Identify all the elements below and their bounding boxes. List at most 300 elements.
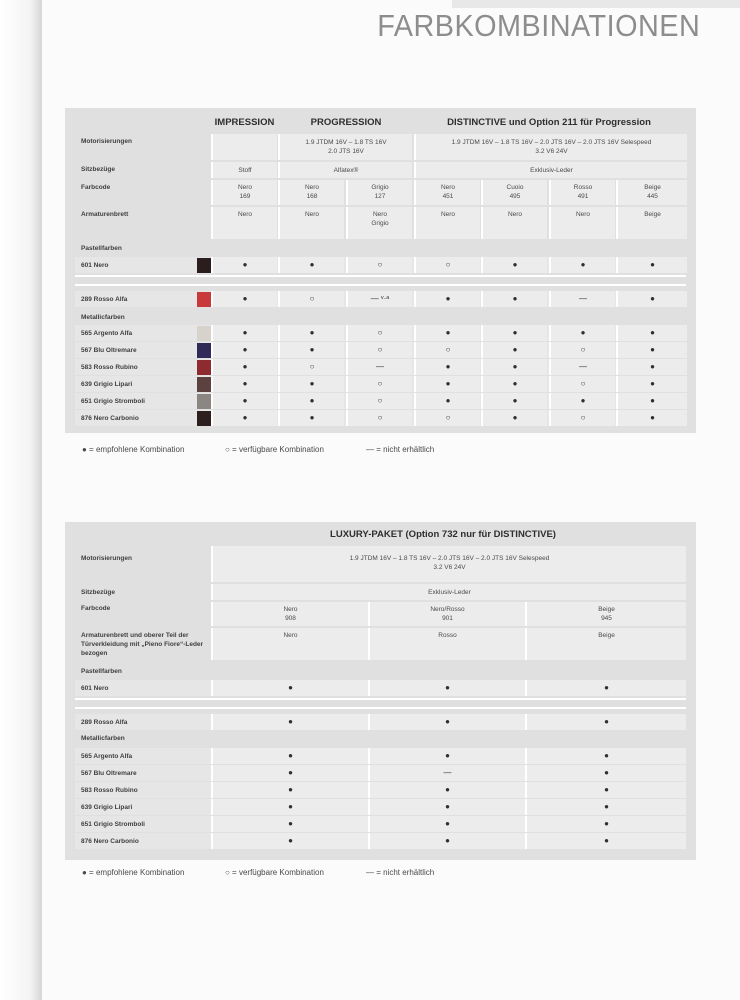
cell-farbcode-0: [211, 180, 277, 205]
color-label: 565 Argento Alfa: [81, 753, 133, 760]
seat-distinctive: Exklusiv-Leder: [530, 167, 573, 174]
combination-mark: ●: [288, 785, 293, 794]
combination-mark: ●: [650, 362, 655, 371]
label-seat: Sitzbezüge: [81, 166, 115, 173]
mark-cell: [346, 393, 412, 409]
label-dash-l3: bezogen: [81, 650, 108, 657]
label-motor: Motorisierungen: [81, 555, 132, 562]
combination-mark: ●: [242, 260, 248, 269]
mark-cell: [346, 359, 412, 375]
combination-mark: ●: [309, 328, 315, 337]
color-row: [75, 291, 686, 307]
mark-cell: [211, 257, 277, 273]
dash-value: Nero: [440, 211, 456, 218]
mark-cell: [481, 325, 547, 341]
farbcode-name: Nero: [304, 184, 320, 191]
color-label: 583 Rosso Rubino: [81, 787, 138, 794]
label-dash-l2: Türverkleidung mit „Pieno Fiore“-Leder: [81, 641, 204, 648]
header-distinctive: DISTINCTIVE und Option 211 für Progression: [447, 117, 651, 128]
combination-mark: ●: [512, 328, 518, 337]
mark-cell: [525, 782, 686, 798]
combination-mark: ●: [309, 379, 315, 388]
combination-mark: ●: [242, 413, 248, 422]
combination-mark: ●: [512, 294, 518, 303]
mark-cell: [368, 782, 525, 798]
row-spacer: [75, 284, 686, 286]
combination-mark: ○: [377, 328, 383, 337]
mark-cell: [346, 325, 412, 341]
combination-mark: ●: [445, 396, 451, 405]
mark-cell: [525, 680, 686, 696]
color-row: [75, 410, 686, 426]
combination-mark: ●: [650, 294, 655, 303]
cell-seat: [211, 584, 686, 600]
mark-cell: [525, 799, 686, 815]
mark-cell: [346, 376, 412, 392]
combination-mark: ○: [445, 413, 451, 422]
section-pastell: Pastellfarben: [81, 668, 122, 675]
mark-cell: [368, 714, 525, 730]
mark-cell: [211, 816, 368, 832]
mark-cell: [414, 376, 480, 392]
mark-cell: [616, 325, 687, 341]
mark-cell: [549, 342, 615, 358]
dash-value: Nero: [237, 211, 253, 218]
color-row: [75, 393, 686, 409]
mark-cell: [211, 410, 277, 426]
combination-mark: ○: [377, 260, 383, 269]
combination-mark: ●: [309, 413, 315, 422]
cell-seat-progression: [278, 162, 412, 178]
mark-cell: [525, 833, 686, 849]
mark-cell: [211, 393, 277, 409]
combination-mark: ○: [309, 294, 315, 303]
combination-mark: ●: [512, 379, 518, 388]
seat-impression: Stoff: [238, 167, 252, 174]
motor-progression-l1: 1.9 JTDM 16V – 1.8 TS 16V: [305, 139, 387, 146]
mark-cell: [211, 748, 368, 764]
combination-mark: ●: [512, 413, 518, 422]
cell-farbcode-1: [278, 180, 344, 205]
mark-cell: [211, 714, 368, 730]
cell-motor-progression: [278, 134, 412, 160]
combination-mark: ●: [242, 362, 248, 371]
mark-cell: [616, 291, 687, 307]
section-pastell: Pastellfarben: [81, 245, 122, 252]
combination-mark: ●: [242, 379, 248, 388]
combination-mark: ●: [288, 802, 293, 811]
dash-value: Nero: [304, 211, 320, 218]
label-farbcode: Farbcode: [81, 605, 111, 612]
color-row: [75, 376, 686, 392]
combination-mark: ●: [445, 751, 450, 760]
mark-cell: [278, 291, 344, 307]
cell-motor-impression: [211, 134, 277, 160]
label-seat: Sitzbezüge: [81, 589, 115, 596]
seat-progression: Alfatex®: [333, 167, 359, 174]
mark-cell: [211, 291, 277, 307]
legend-recommended-1: ● = empfohlene Kombination: [82, 445, 185, 454]
mark-cell: [481, 410, 547, 426]
combination-mark: ●: [309, 260, 315, 269]
combination-mark: ●: [242, 294, 248, 303]
cell-farbcode-2: [346, 180, 412, 205]
combination-mark: —: [443, 768, 452, 777]
combination-mark: ○: [309, 362, 315, 371]
combination-mark: ●: [512, 362, 518, 371]
page-title: FARBKOMBINATIONEN: [377, 8, 700, 43]
row-farbcode: [75, 180, 686, 205]
cell-seat-distinctive: [414, 162, 687, 178]
combination-mark: ○: [580, 345, 586, 354]
cell-dash-2: [525, 628, 686, 660]
combination-mark: ●: [604, 819, 609, 828]
mark-cell: [414, 393, 480, 409]
mark-cell: [616, 257, 687, 273]
color-row: [75, 680, 686, 696]
page-gutter: [0, 0, 42, 1000]
dash-value: Nero Grigio: [371, 211, 389, 227]
cell-farbcode-2: [525, 602, 686, 626]
farbcode-name: Rosso: [573, 184, 593, 191]
motor-progression-l2: 2.0 JTS 16V: [328, 148, 364, 155]
combination-mark: ●: [650, 328, 655, 337]
row-spacer: [75, 698, 686, 700]
seat-value: Exklusiv-Leder: [428, 589, 471, 596]
mark-cell: [549, 376, 615, 392]
mark-cell: [278, 393, 344, 409]
color-label: 651 Grigio Stromboli: [81, 821, 145, 828]
color-label: 565 Argento Alfa: [81, 330, 133, 337]
farbcode-name: Nero/Rosso: [430, 606, 465, 613]
combination-mark: ●: [604, 836, 609, 845]
mark-cell: [278, 325, 344, 341]
color-label: 876 Nero Carbonio: [81, 415, 139, 422]
combination-mark: ●: [580, 260, 586, 269]
farbcode-code: 169: [239, 193, 251, 200]
farbcode-code: 451: [442, 193, 454, 200]
cell-farbcode-0: [211, 602, 368, 626]
mark-cell: [211, 799, 368, 815]
mark-cell: [549, 410, 615, 426]
header-progression: PROGRESSION: [310, 117, 382, 128]
color-row: [75, 748, 686, 764]
combination-mark: ●: [604, 751, 609, 760]
mark-cell: [481, 342, 547, 358]
combination-mark: ●: [288, 768, 293, 777]
dash-value: Nero: [283, 632, 298, 639]
combination-mark: ○: [580, 413, 586, 422]
mark-cell: [368, 799, 525, 815]
label-farbcode: Farbcode: [81, 184, 111, 191]
farbcode-code: 491: [577, 193, 589, 200]
combination-mark: ●: [604, 717, 609, 726]
mark-cell: [211, 325, 277, 341]
motor-distinctive-l1: 1.9 JTDM 16V – 1.8 TS 16V – 2.0 JTS 16V – 2.0 JTS 16V Selespeed: [451, 139, 652, 146]
color-label: 601 Nero: [81, 262, 109, 269]
mark-cell: [278, 376, 344, 392]
row-section-metallic: [75, 731, 686, 745]
farbcode-code: 945: [601, 615, 612, 622]
header-luxury: LUXURY-PAKET (Option 732 nur für DISTINCTIVE): [330, 529, 556, 540]
row-dash: [75, 628, 686, 660]
combination-mark: ●: [604, 768, 609, 777]
farbcode-name: Nero: [440, 184, 456, 191]
color-row: [75, 342, 686, 358]
cell-dash-2: [346, 207, 412, 239]
cell-dash-5: [549, 207, 615, 239]
farbcode-code: 445: [647, 193, 658, 200]
mark-cell: [346, 257, 412, 273]
color-row: [75, 833, 686, 849]
combination-mark: —: [376, 362, 384, 371]
cell-dash-1: [278, 207, 344, 239]
row-spacer: [75, 707, 686, 709]
combination-mark: —: [579, 362, 587, 371]
cell-farbcode-6: [616, 180, 687, 205]
color-row: [75, 257, 686, 273]
combination-mark: ●: [309, 396, 315, 405]
farbcode-name: Beige: [644, 184, 661, 191]
mark-cell: [278, 342, 344, 358]
mark-cell: [346, 291, 412, 307]
mark-cell: [414, 325, 480, 341]
combination-mark: ○: [377, 345, 383, 354]
farbcode-name: Cuoio: [506, 184, 524, 191]
row-farbcode: [75, 602, 686, 626]
color-label: 639 Grigio Lipari: [81, 804, 133, 811]
combination-mark: ●: [242, 328, 248, 337]
combination-mark: ●: [288, 836, 293, 845]
cell-dash-4: [481, 207, 547, 239]
mark-cell: [616, 376, 687, 392]
combination-mark: ●: [445, 362, 451, 371]
row-motor: [75, 134, 686, 160]
combination-mark: ●: [580, 328, 586, 337]
motor-l1: 1.9 JTDM 16V – 1.8 TS 16V – 2.0 JTS 16V – 2.0 JTS 16V Selespeed: [349, 555, 550, 562]
farbcode-name: Nero: [237, 184, 253, 191]
color-row: [75, 765, 686, 781]
legend-available-2: ○ = verfügbare Kombination: [225, 868, 324, 877]
combination-mark: ●: [445, 802, 450, 811]
row-seat: [75, 162, 686, 178]
row-section-metallic: [75, 310, 686, 324]
farbcode-code: 127: [374, 193, 386, 200]
mark-cell: [211, 359, 277, 375]
row-seat: [75, 584, 686, 600]
combination-mark: ●: [242, 396, 248, 405]
color-label: 876 Nero Carbonio: [81, 838, 139, 845]
mark-cell: [278, 410, 344, 426]
combination-mark: — ᵛ·ᵃ: [370, 294, 390, 303]
cell-farbcode-1: [368, 602, 525, 626]
farbcode-code: 495: [509, 193, 521, 200]
color-label: 583 Rosso Rubino: [81, 364, 138, 371]
legend-unavailable-1: — = nicht erhältlich: [366, 445, 435, 454]
combination-mark: ●: [650, 379, 655, 388]
color-label: 567 Blu Oltremare: [81, 347, 137, 354]
cell-motor-distinctive: [414, 134, 687, 160]
combination-mark: ●: [288, 819, 293, 828]
combination-mark: ●: [445, 717, 450, 726]
combination-mark: ○: [377, 396, 383, 405]
combination-mark: ●: [445, 819, 450, 828]
cell-dash-0: [211, 207, 277, 239]
legend-available-1: ○ = verfügbare Kombination: [225, 445, 324, 454]
color-row: [75, 325, 686, 341]
mark-cell: [549, 359, 615, 375]
dash-value: Rosso: [438, 632, 457, 639]
color-row: [75, 782, 686, 798]
mark-cell: [414, 342, 480, 358]
color-row: [75, 359, 686, 375]
color-table-1: [65, 108, 696, 433]
mark-cell: [368, 680, 525, 696]
section-metallic: Metallicfarben: [81, 735, 125, 742]
combination-mark: ●: [512, 396, 518, 405]
color-label: 567 Blu Oltremare: [81, 770, 137, 777]
mark-cell: [278, 359, 344, 375]
combination-mark: ●: [604, 785, 609, 794]
mark-cell: [211, 782, 368, 798]
combination-mark: ●: [288, 717, 293, 726]
mark-cell: [525, 748, 686, 764]
cell-farbcode-5: [549, 180, 615, 205]
title-bar: [452, 0, 740, 8]
row-section: [75, 241, 686, 255]
color-row: [75, 799, 686, 815]
mark-cell: [525, 816, 686, 832]
mark-cell: [346, 410, 412, 426]
cell-dash-3: [414, 207, 480, 239]
combination-mark: ●: [650, 260, 655, 269]
label-motor: Motorisierungen: [81, 138, 132, 145]
farbcode-name: Grigio: [371, 184, 389, 191]
color-label: 289 Rosso Alfa: [81, 719, 128, 726]
combination-mark: ●: [512, 260, 518, 269]
mark-cell: [414, 291, 480, 307]
cell-farbcode-4: [481, 180, 547, 205]
mark-cell: [211, 342, 277, 358]
row-motor: [75, 546, 686, 582]
mark-cell: [368, 816, 525, 832]
combination-mark: ●: [512, 345, 518, 354]
cell-dash-0: [211, 628, 368, 660]
mark-cell: [368, 748, 525, 764]
farbcode-code: 168: [306, 193, 318, 200]
combination-mark: ●: [445, 379, 451, 388]
mark-cell: [481, 291, 547, 307]
combination-mark: ●: [650, 396, 655, 405]
mark-cell: [211, 680, 368, 696]
color-table-2: [65, 522, 696, 860]
section-metallic: Metallicfarben: [81, 314, 125, 321]
dash-value: Beige: [644, 211, 661, 218]
dash-value: Beige: [598, 632, 615, 639]
cell-seat-impression: [211, 162, 277, 178]
color-row: [75, 714, 686, 730]
farbcode-code: 908: [285, 615, 296, 622]
combination-mark: ●: [445, 683, 450, 692]
dash-value: Nero: [575, 211, 591, 218]
farbcode-name: Beige: [598, 606, 615, 613]
motor-distinctive-l2: 3.2 V6 24V: [535, 148, 568, 155]
mark-cell: [616, 410, 687, 426]
farbcode-name: Nero: [283, 606, 298, 613]
row-section-pastell: [75, 664, 686, 678]
farbcode-code: 901: [442, 615, 453, 622]
mark-cell: [346, 342, 412, 358]
mark-cell: [481, 393, 547, 409]
combination-mark: —: [579, 294, 587, 303]
row-dash: [75, 207, 686, 239]
row-spacer: [75, 275, 686, 277]
combination-mark: ○: [377, 379, 383, 388]
motor-l2: 3.2 V6 24V: [433, 564, 466, 571]
mark-cell: [525, 714, 686, 730]
mark-cell: [414, 410, 480, 426]
mark-cell: [549, 257, 615, 273]
color-label: 601 Nero: [81, 685, 109, 692]
mark-cell: [616, 393, 687, 409]
mark-cell: [368, 833, 525, 849]
cell-dash-6: [616, 207, 687, 239]
combination-mark: ●: [604, 683, 609, 692]
combination-mark: ●: [445, 836, 450, 845]
color-label: 639 Grigio Lipari: [81, 381, 133, 388]
combination-mark: ●: [288, 751, 293, 760]
mark-cell: [481, 359, 547, 375]
legend-recommended-2: ● = empfohlene Kombination: [82, 868, 185, 877]
label-dash: Armaturenbrett: [81, 211, 129, 218]
combination-mark: ●: [445, 785, 450, 794]
mark-cell: [549, 325, 615, 341]
mark-cell: [278, 257, 344, 273]
cell-dash-1: [368, 628, 525, 660]
combination-mark: ●: [445, 328, 451, 337]
combination-mark: ●: [309, 345, 315, 354]
mark-cell: [368, 765, 525, 781]
color-label: 289 Rosso Alfa: [81, 296, 128, 303]
combination-mark: ●: [580, 396, 586, 405]
mark-cell: [549, 291, 615, 307]
combination-mark: ●: [288, 683, 293, 692]
mark-cell: [616, 342, 687, 358]
combination-mark: ○: [580, 379, 586, 388]
combination-mark: ○: [445, 345, 451, 354]
combination-mark: ●: [445, 294, 451, 303]
combination-mark: ●: [650, 345, 655, 354]
cell-motor: [211, 546, 686, 582]
mark-cell: [414, 359, 480, 375]
combination-mark: ●: [604, 802, 609, 811]
combination-mark: ○: [377, 413, 383, 422]
mark-cell: [211, 765, 368, 781]
color-label: 651 Grigio Stromboli: [81, 398, 145, 405]
mark-cell: [481, 257, 547, 273]
mark-cell: [211, 376, 277, 392]
header-impression: IMPRESSION: [214, 117, 275, 128]
combination-mark: ●: [650, 413, 655, 422]
dash-value: Nero: [507, 211, 523, 218]
combination-mark: ○: [445, 260, 451, 269]
label-dash-l1: Armaturenbrett und oberer Teil der: [81, 632, 189, 639]
cell-farbcode-3: [414, 180, 480, 205]
mark-cell: [211, 833, 368, 849]
combination-mark: ●: [242, 345, 248, 354]
color-row: [75, 816, 686, 832]
mark-cell: [481, 376, 547, 392]
